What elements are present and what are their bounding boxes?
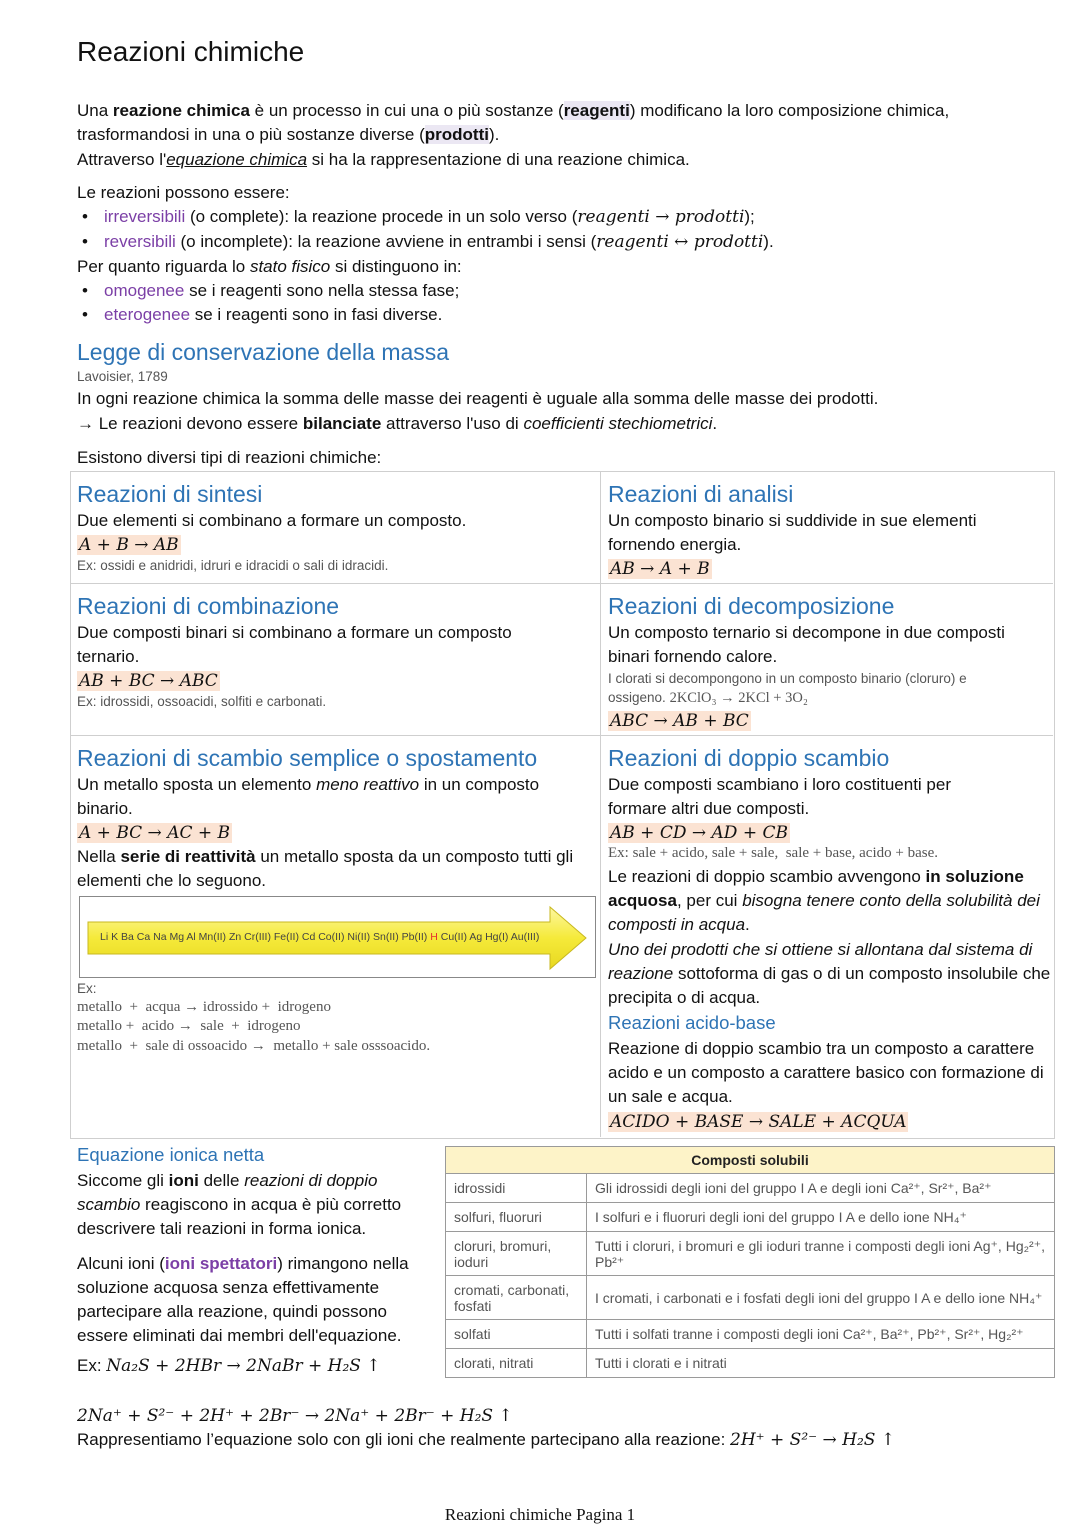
combinazione-equation: AB + BC → ABC	[79, 671, 218, 691]
solubility-table	[445, 1146, 1055, 1378]
table-row: clorati, nitrati Tutti i clorati e i nitrati	[446, 1349, 1055, 1378]
doppio-title: Reazioni di doppio scambio	[608, 745, 890, 771]
decomposizione-note: I clorati si decompongono in un composto binario (cloruro) e	[608, 671, 967, 686]
table-row: cromati, carbonati, fosfati I cromati, i carbonati e i fosfati degli ioni del gruppo I A e dello ione NH₄⁺	[446, 1276, 1055, 1320]
law-text: In ogni reazione chimica la somma delle masse dei reagenti è uguale alla somma delle masse dei prodotti.	[77, 389, 879, 408]
table-row-divider-1	[70, 583, 1053, 584]
bullet-eterogenee: • eterogenee se i reagenti sono in fasi diverse.	[104, 303, 442, 327]
sintesi-equation: A + B → AB	[79, 535, 179, 555]
reactivity-series-box	[79, 896, 596, 978]
doppio-aqueous-text: Le reazioni di doppio scambio avvengono in soluzione acquosa, per cui bisogna tenere conto della solubilità dei composti in acqua.	[608, 867, 1040, 934]
bullet-reversibili: • reversibili (o incomplete): la reazione avviene in entrambi i sensi (reagenti ↔ prodotti).	[104, 230, 774, 254]
acido-base-equation: ACIDO + BASE → SALE + ACQUA	[610, 1112, 907, 1132]
bullet-irreversibili: • irreversibili (o complete): la reazione procede in un solo verso (reagenti → prodotti);	[104, 205, 755, 229]
doppio-equation: AB + CD → AD + CB	[610, 823, 788, 843]
bullet-omogenee: • omogenee se i reagenti sono nella stessa fase;	[104, 279, 459, 303]
decomposizione-note-2: ossigeno. 2KClO₃ → 2KCl + 3O₂	[608, 690, 808, 706]
acido-base-text: Reazione di doppio scambio tra un composto a carattere acido e un composto a carattere basico con formazione di un sale e acqua.	[608, 1039, 1044, 1106]
full-ionic-equation: 2Na⁺ + S²⁻ + 2H⁺ + 2Br⁻ → 2Na⁺ + 2Br⁻ + H₂S ↑	[77, 1406, 513, 1426]
law-source: Lavoisier, 1789	[77, 369, 168, 384]
intro-line-3: Attraverso l'equazione chimica si ha la rappresentazione di una reazione chimica.	[77, 150, 690, 169]
table-row: solfuri, fluoruri I solfuri e i fluoruri degli ioni del gruppo I A e dello ione NH₄⁺	[446, 1203, 1055, 1232]
doppio-products-text: Uno dei prodotti che si ottiene si allontana dal sistema di reazione sottoforma di gas o di un composto insolubile che precipita o di acqua.	[608, 940, 1051, 1007]
table-col-divider	[600, 471, 601, 1137]
reactivity-series: Li K Ba Ca Na Mg Al Mn(II) Zn Cr(III) Fe(II) Cd Co(II) Ni(II) Sn(II) Pb(II) H Cu(II) Ag Hg(I) Au(III)	[100, 931, 540, 943]
scambio-text: Un metallo sposta un elemento meno reattivo in un composto binario.	[77, 775, 540, 818]
combinazione-example: Ex: idrossidi, ossoacidi, solfiti e carbonati.	[77, 694, 327, 709]
table-row-divider-2	[70, 735, 1053, 736]
page-footer: Reazioni chimiche Pagina 1	[444, 1505, 636, 1524]
table-row: idrossidi Gli idrossidi degli ioni del gruppo I A e degli ioni Ca²⁺, Sr²⁺, Ba²⁺	[446, 1174, 1055, 1203]
sintesi-title: Reazioni di sintesi	[77, 481, 263, 507]
decomposizione-equation: ABC → AB + BC	[610, 711, 749, 731]
phys-intro: Per quanto riguarda lo stato fisico si distinguono in:	[77, 257, 462, 276]
scambio-ex-3: metallo + sale di ossoacido → metallo + sale osssoacido.	[77, 1038, 431, 1054]
scambio-reactivity-text: Nella serie di reattività un metallo sposta da un composto tutti gli elementi che lo seguono.	[77, 847, 574, 890]
sintesi-text: Due elementi si combinano a formare un composto.	[77, 511, 467, 530]
page-title: Reazioni chimiche	[77, 36, 305, 67]
solubility-header: Composti solubili	[446, 1147, 1055, 1174]
doppio-example: Ex: sale + acido, sale + sale, sale + base, acido + base.	[608, 845, 938, 861]
decomposizione-title: Reazioni di decomposizione	[608, 593, 895, 619]
acido-base-title: Reazioni acido-base	[608, 1012, 776, 1033]
combinazione-title: Reazioni di combinazione	[77, 593, 340, 619]
ionic-heading: Equazione ionica netta	[77, 1144, 265, 1165]
decomposizione-text: Un composto ternario si decompone in due composti binari fornendo calore.	[608, 623, 1005, 666]
combinazione-text: Due composti binari si combinano a formare un composto ternario.	[77, 623, 512, 666]
scambio-title: Reazioni di scambio semplice o spostamento	[77, 745, 538, 771]
table-row: cloruri, bromuri, ioduri Tutti i cloruri, i bromuri e gli ioduri tranne i composti degli ioni Ag⁺, Hg₂²⁺, Pb²⁺	[446, 1232, 1055, 1276]
scambio-ex-1: metallo + acqua → idrossido + idrogeno	[77, 999, 331, 1015]
scambio-ex-2: metallo + acido → sale + idrogeno	[77, 1018, 301, 1034]
ionic-text-2: Alcuni ioni (ioni spettatori) rimangono nella soluzione acquosa senza effettivamente partecipare alla reazione, quindi possono essere eliminati dai membri dell'equazione.	[77, 1254, 409, 1345]
analisi-title: Reazioni di analisi	[608, 481, 794, 507]
scambio-ex-label: Ex:	[77, 981, 97, 996]
doppio-text: Due composti scambiano i loro costituenti per formare altri due composti.	[608, 775, 951, 818]
types-intro: Le reazioni possono essere:	[77, 183, 290, 202]
sintesi-example: Ex: ossidi e anidridi, idruri e idracidi o sali di idracidi.	[77, 558, 389, 573]
analisi-equation: AB → A + B	[610, 559, 710, 579]
intro-line-1: Una reazione chimica è un processo in cui una o più sostanze (reagenti) modificano la loro composizione chimica,	[77, 101, 950, 120]
analisi-text: Un composto binario si suddivide in sue elementi fornendo energia.	[608, 511, 977, 554]
ionic-example: Ex: Na₂S + 2HBr → 2NaBr + H₂S ↑	[77, 1356, 381, 1376]
law-heading: Legge di conservazione della massa	[77, 339, 450, 365]
law-balance: → Le reazioni devono essere bilanciate attraverso l'uso di coefficienti stechiometrici.	[77, 414, 718, 433]
scambio-equation: A + BC → AC + B	[79, 823, 231, 843]
types-text: Esistono diversi tipi di reazioni chimiche:	[77, 448, 382, 467]
net-ionic-text: Rappresentiamo l’equazione solo con gli ioni che realmente partecipano alla reazione: 2H⁺ + S²⁻ → H₂S ↑	[77, 1430, 896, 1450]
intro-line-2: trasformandosi in una o più sostanze diverse (prodotti).	[77, 125, 500, 144]
table-row: solfati Tutti i solfati tranne i composti degli ioni Ca²⁺, Ba²⁺, Pb²⁺, Sr²⁺, Hg₂²⁺	[446, 1320, 1055, 1349]
ionic-text-1: Siccome gli ioni delle reazioni di doppio scambio reagiscono in acqua è più corretto descrivere tali reazioni in forma ionica.	[77, 1171, 402, 1238]
